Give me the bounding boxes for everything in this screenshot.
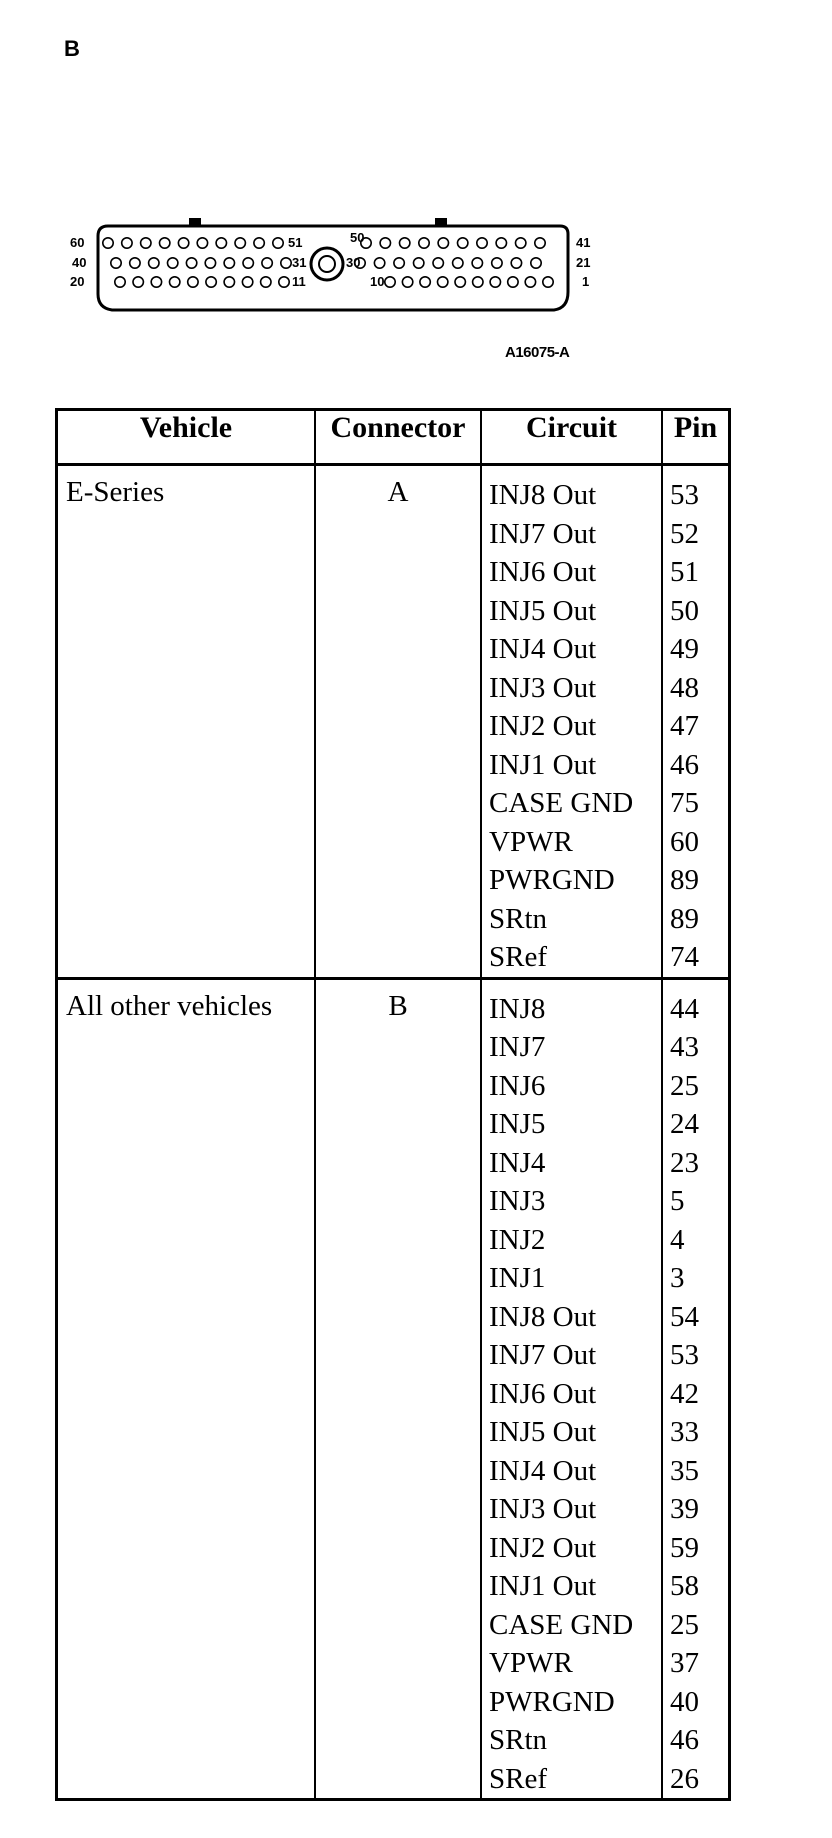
pin-hole (516, 238, 526, 248)
pin-hole (419, 238, 429, 248)
pin-label-40: 40 (72, 255, 87, 270)
jack-screw-inner (319, 256, 335, 272)
circuit-name: INJ6 Out (489, 1377, 597, 1410)
pin-hole (261, 277, 271, 287)
pin-cell (662, 465, 730, 979)
pin-number: 23 (670, 1146, 699, 1179)
locking-tab-left (189, 218, 201, 226)
connector-cell: A (315, 465, 481, 979)
panel-label: B (64, 36, 80, 61)
pin-hole (400, 238, 410, 248)
pin-number: 58 (670, 1570, 699, 1602)
circuit-name: INJ1 Out (489, 748, 597, 781)
pin-number: 49 (670, 633, 699, 665)
pin-hole (492, 258, 502, 268)
pin-number: 33 (670, 1416, 699, 1448)
pin-hole (188, 277, 198, 287)
pin-number: 26 (670, 1762, 699, 1795)
vehicle-cell: E-Series (57, 465, 316, 979)
pin-hole (496, 238, 506, 248)
header-pin: Pin (662, 410, 730, 465)
pin-number: 44 (670, 992, 699, 1025)
circuit-name: INJ1 Out (489, 1570, 597, 1602)
pin-hole (149, 258, 159, 268)
pin-hole (206, 277, 216, 287)
vehicle-cell: All other vehicles (57, 978, 316, 1800)
pin-hole (531, 258, 541, 268)
pin-hole (133, 277, 143, 287)
pin-number: 89 (670, 902, 699, 935)
circuit-name: INJ2 (489, 1223, 546, 1256)
jack-screw-outer (311, 248, 343, 280)
circuit-name: SRtn (489, 1724, 548, 1756)
pin-hole (115, 277, 125, 287)
pin-hole (262, 258, 272, 268)
pin-hole (455, 277, 465, 287)
pin-label-60: 60 (70, 235, 85, 250)
pin-hole (111, 258, 121, 268)
pin-hole (151, 277, 161, 287)
circuit-name: CASE GND (489, 1608, 634, 1641)
pin-hole (511, 258, 521, 268)
circuit-name: INJ5 Out (489, 594, 597, 627)
pin-number: 53 (670, 1339, 699, 1371)
pin-number: 42 (670, 1377, 699, 1410)
pin-hole (472, 258, 482, 268)
pin-hole (205, 258, 215, 268)
circuit-name: INJ8 Out (489, 1300, 597, 1333)
pin-number: 40 (670, 1685, 699, 1718)
circuit-name: INJ4 Out (489, 1454, 597, 1487)
pin-hole (490, 277, 500, 287)
pin-number: 75 (670, 787, 699, 819)
pin-hole (438, 277, 448, 287)
circuit-name: VPWR (489, 825, 573, 858)
pin-hole (433, 258, 443, 268)
circuit-name: INJ2 Out (489, 1531, 597, 1564)
pin-hole (178, 238, 188, 248)
pin-number: 39 (670, 1493, 699, 1525)
pin-hole (122, 238, 132, 248)
pin-hole (254, 238, 264, 248)
pin-hole (477, 238, 487, 248)
circuit-name: INJ7 (489, 1031, 546, 1063)
pin-hole (281, 258, 291, 268)
pin-number: 46 (670, 1724, 699, 1756)
pin-hole (453, 258, 463, 268)
pin-number: 51 (670, 556, 699, 588)
pin-label-21: 21 (576, 255, 591, 270)
circuit-name: INJ4 Out (489, 633, 597, 665)
circuit-name: INJ6 Out (489, 556, 597, 588)
pin-number: 74 (670, 941, 699, 973)
pin-number: 37 (670, 1647, 699, 1679)
pin-hole (170, 277, 180, 287)
circuit-name: INJ5 Out (489, 1416, 597, 1448)
circuit-name: PWRGND (489, 1685, 615, 1718)
circuit-name: INJ4 (489, 1146, 546, 1179)
pin-hole (186, 258, 196, 268)
pin-hole (224, 258, 234, 268)
pin-label-30: 30 (346, 255, 361, 270)
pin-number: 4 (670, 1223, 685, 1256)
pin-hole (197, 238, 207, 248)
circuit-cell (481, 465, 662, 979)
pin-number: 60 (670, 825, 699, 858)
pin-hole (242, 277, 252, 287)
circuit-name: INJ7 Out (489, 1339, 597, 1371)
pin-hole (420, 277, 430, 287)
circuit-name: INJ7 Out (489, 517, 597, 550)
locking-tab-right (435, 218, 447, 226)
table-row (57, 465, 730, 979)
header-circuit: Circuit (481, 410, 662, 465)
circuit-name: INJ6 (489, 1069, 546, 1102)
pin-number: 53 (670, 479, 699, 511)
pin-hole (438, 238, 448, 248)
table-header-row (57, 410, 730, 465)
pin-hole (141, 238, 151, 248)
pin-label-10: 10 (370, 274, 385, 289)
connector-cell: B (315, 978, 481, 1800)
pin-number: 35 (670, 1454, 699, 1487)
pin-hole (130, 258, 140, 268)
pin-number: 54 (670, 1300, 699, 1333)
pin-label-31: 31 (292, 255, 307, 270)
pin-number: 25 (670, 1069, 699, 1102)
circuit-name: INJ3 Out (489, 1493, 597, 1525)
pin-number: 89 (670, 864, 699, 896)
pin-hole (168, 258, 178, 268)
pin-cell (662, 978, 730, 1800)
circuit-name: SRef (489, 941, 547, 973)
pin-number: 43 (670, 1031, 699, 1063)
pin-hole (224, 277, 234, 287)
pin-hole (374, 258, 384, 268)
pin-table (55, 408, 731, 1801)
pin-label-51: 51 (288, 235, 303, 250)
pin-hole (525, 277, 535, 287)
pin-number: 24 (670, 1108, 699, 1140)
pin-hole (508, 277, 518, 287)
header-vehicle: Vehicle (57, 410, 316, 465)
circuit-name: INJ2 Out (489, 710, 597, 742)
pin-number: 48 (670, 671, 699, 704)
pin-hole (235, 238, 245, 248)
pin-number: 25 (670, 1608, 699, 1641)
pin-hole (543, 277, 553, 287)
circuit-name: INJ5 (489, 1108, 546, 1140)
pin-label-1: 1 (582, 274, 590, 289)
pin-hole (458, 238, 468, 248)
pin-number: 52 (670, 517, 699, 550)
pin-hole (402, 277, 412, 287)
circuit-name: INJ3 (489, 1185, 546, 1217)
pin-hole (243, 258, 253, 268)
pin-number: 3 (670, 1262, 685, 1294)
circuit-name: INJ8 (489, 992, 546, 1025)
pin-hole (160, 238, 170, 248)
pin-label-50: 50 (350, 230, 365, 245)
pin-number: 50 (670, 594, 699, 627)
figure-id: A16075-A (505, 344, 570, 361)
pin-number: 5 (670, 1185, 685, 1217)
pin-hole (279, 277, 289, 287)
pin-hole (216, 238, 226, 248)
pin-hole (414, 258, 424, 268)
circuit-name: SRef (489, 1762, 547, 1795)
table-row (57, 978, 730, 1800)
pin-hole (380, 238, 390, 248)
pin-label-20: 20 (70, 274, 85, 289)
circuit-name: VPWR (489, 1647, 573, 1679)
circuit-name: INJ8 Out (489, 479, 597, 511)
pin-hole (273, 238, 283, 248)
pin-label-41: 41 (576, 235, 591, 250)
pin-label-11: 11 (292, 274, 306, 289)
pin-number: 47 (670, 710, 699, 742)
pin-number: 46 (670, 748, 699, 781)
connector-diagram (68, 212, 608, 324)
circuit-name: SRtn (489, 902, 548, 935)
pin-number: 59 (670, 1531, 699, 1564)
pin-hole (103, 238, 113, 248)
pin-hole (385, 277, 395, 287)
circuit-name: INJ3 Out (489, 671, 597, 704)
circuit-cell (481, 978, 662, 1800)
circuit-name: PWRGND (489, 864, 615, 896)
pin-hole (473, 277, 483, 287)
circuit-name: INJ1 (489, 1262, 546, 1294)
pin-hole (535, 238, 545, 248)
circuit-name: CASE GND (489, 787, 634, 819)
pin-hole (394, 258, 404, 268)
header-connector: Connector (315, 410, 481, 465)
